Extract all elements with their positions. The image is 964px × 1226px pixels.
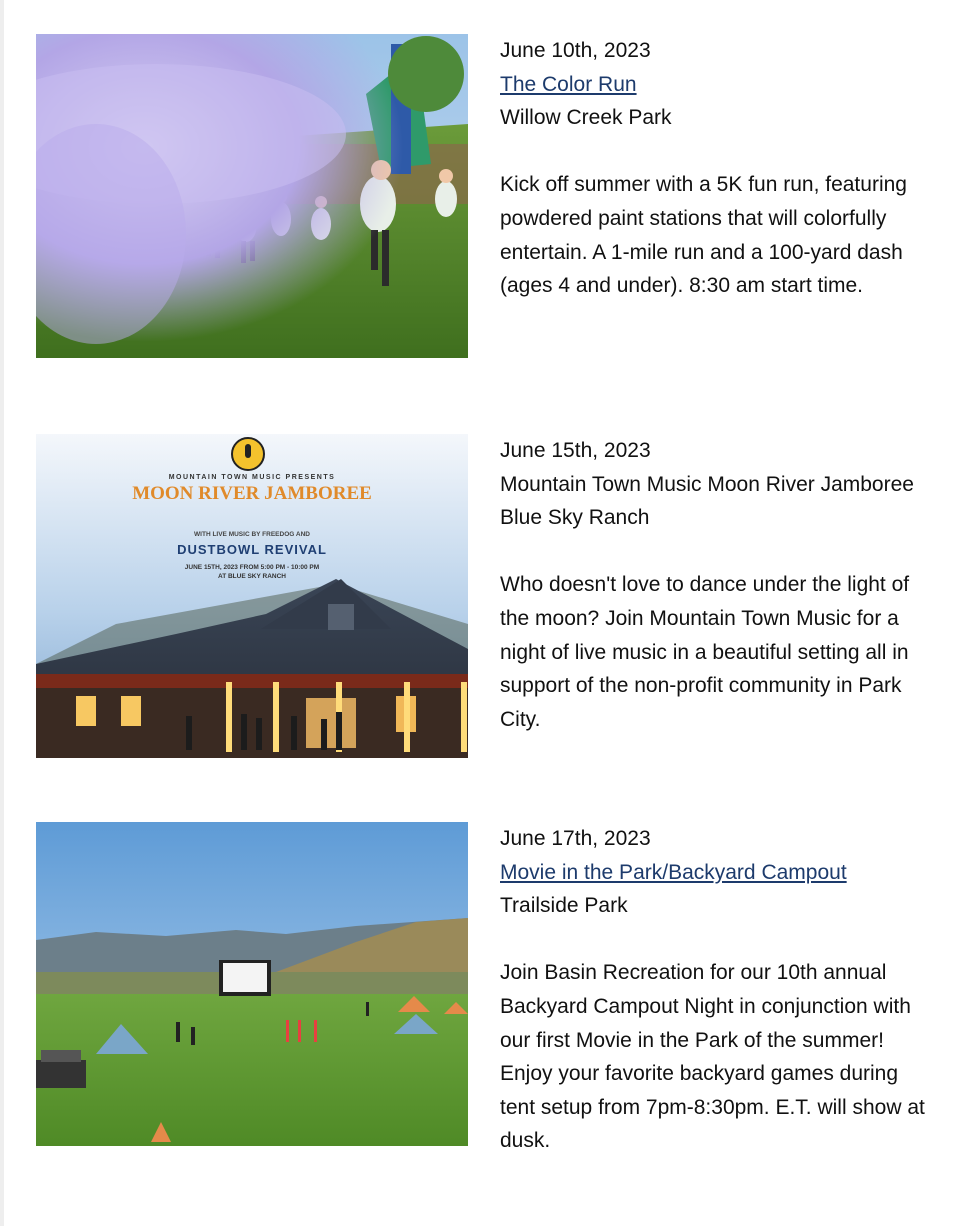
event-description: Who doesn't love to dance under the light of the moon? Join Mountain Town Music for a night of live music in a beautiful setting all in support of the non-profit community in Park City.: [500, 573, 910, 731]
left-border: [0, 0, 4, 1226]
event-item-jamboree: [36, 434, 936, 758]
event-text-jamboree: [500, 434, 930, 736]
event-item-color-run: [36, 34, 936, 358]
poster-band: DUSTBOWL REVIVAL: [177, 542, 327, 557]
event-date: June 17th, 2023: [500, 827, 651, 850]
event-photo-color-run: [36, 34, 468, 358]
event-description: Join Basin Recreation for our 10th annual Backyard Campout Night in conjunction with our first Movie in the Park of the summer! Enjoy your favorite backyard games during tent setup from 7pm-8:30pm. E.T. will show at dusk.: [500, 961, 925, 1153]
event-item-movie-campout: [36, 822, 936, 1153]
event-location: Trailside Park: [500, 894, 628, 918]
poster-where: AT BLUE SKY RANCH: [217, 573, 287, 580]
event-text-movie-campout: [500, 822, 930, 1158]
event-location: Blue Sky Ranch: [500, 506, 650, 530]
event-text-color-run: [500, 34, 930, 303]
poster-with: WITH LIVE MUSIC BY FREEDOG AND: [194, 531, 310, 538]
event-title-link[interactable]: The Color Run: [500, 72, 637, 96]
event-title: Mountain Town Music Moon River Jamboree: [500, 472, 914, 496]
event-location: Willow Creek Park: [500, 106, 672, 130]
event-title-link[interactable]: Movie in the Park/Backyard Campout: [500, 860, 847, 884]
poster-presents: MOUNTAIN TOWN MUSIC PRESENTS: [168, 474, 336, 481]
poster-title: MOON RIVER JAMBOREE: [132, 483, 372, 504]
event-photo-jamboree: [36, 434, 468, 758]
event-photo-movie-campout: [36, 822, 468, 1146]
event-description: Kick off summer with a 5K fun run, featuring powdered paint stations that will colorfully entertain. A 1-mile run and a 100-yard dash (ages 4 and under). 8:30 am start time.: [500, 173, 907, 298]
poster-when: JUNE 15TH, 2023 FROM 5:00 PM - 10:00 PM: [184, 564, 320, 571]
event-date: June 10th, 2023: [500, 39, 651, 62]
event-date: June 15th, 2023: [500, 439, 651, 462]
